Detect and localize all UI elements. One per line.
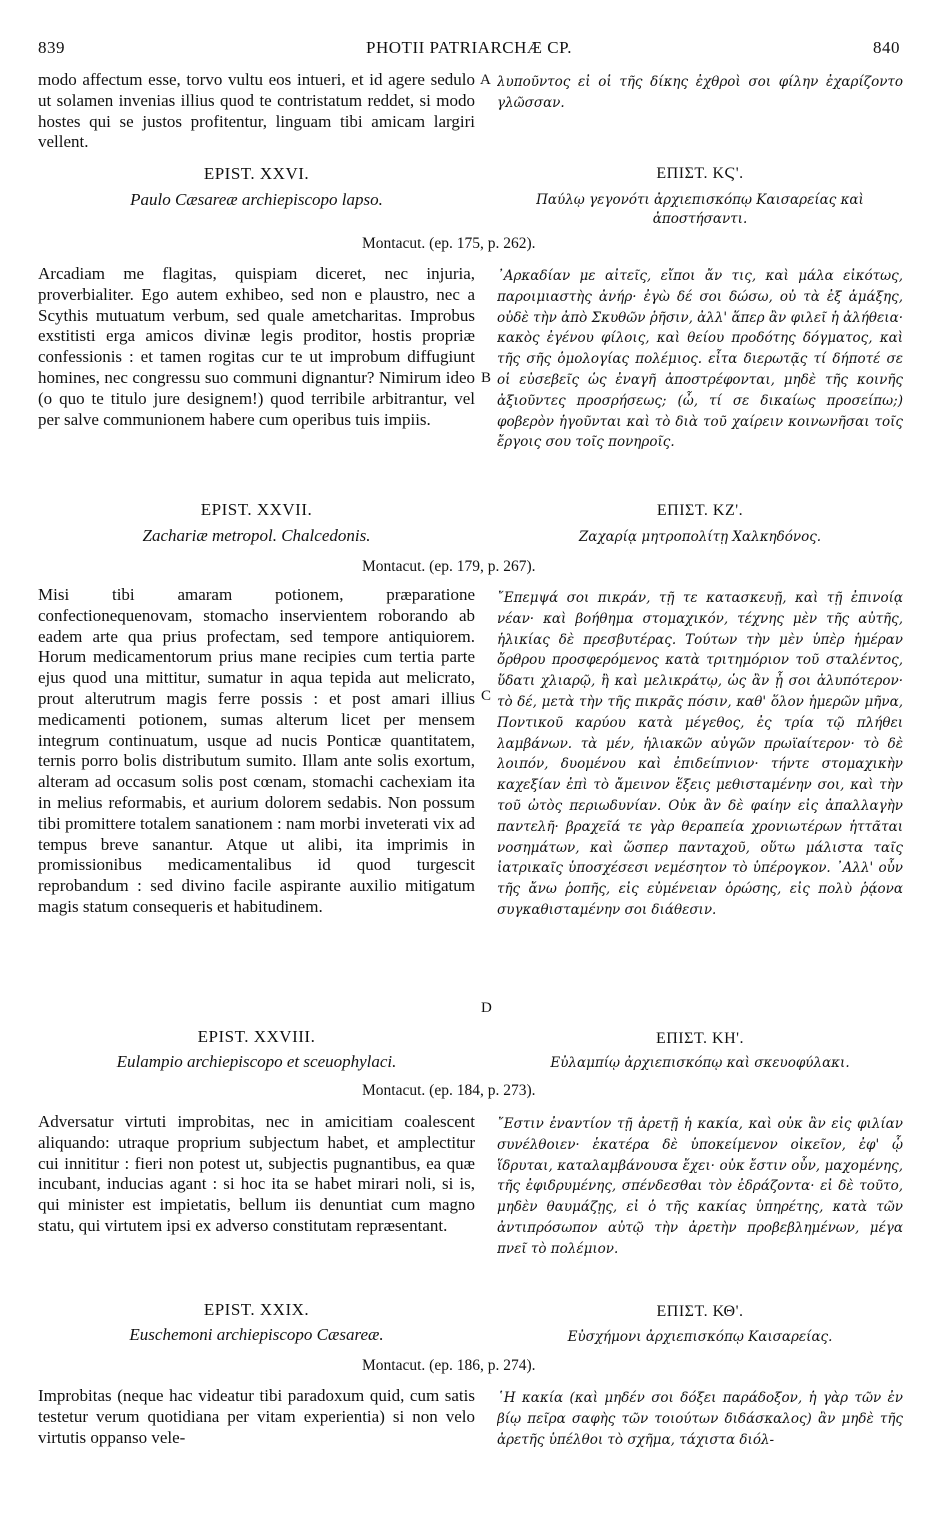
margin-mark-b: B: [481, 370, 492, 386]
letter-28-greek-paragraph: ῎Εστιν ἐναντίον τῇ ἀρετῇ ἡ κακία, καὶ οὐκ ἂν εἰς φιλίαν συνέλθοιεν· ἑκατέρα δὲ ὑποκείμενον οἰκεῖον, ἐφ' ᾧ ἵδρυται, καταλαμβάνουσα ἔχει· οὐκ ἔστιν οὖν, μαχομένης, τῆς ἐφιδρυμένης, σπένδεσθαι τὸν ἐδράζοντα· εἰ δὲ τοῦτο, μηδὲν θαυμάζῃς, εἰ ὁ τῆς κακίας ὑπηρέτης, κατὰ τῶν ἀντιπρόσωπον αὐτῷ τὴν ἀρετὴν προβεβλημένων, μέγα πνεῖ τὸ πολέμιον.: [497, 1116, 903, 1257]
intro-greek-text: [497, 72, 903, 118]
letter-29-greek-heading: ΕΠΙΣΤ. ΚΘ'.: [656, 1303, 744, 1320]
letter-27-greek-recipient: Ζαχαρίᾳ μητροπολίτῃ Χαλκηδόνος.: [578, 529, 822, 545]
letter-28-latin-paragraph: Adversatur virtuti improbitas, nec in amicitiam coalescent aliquando: utraque proprium subjectum habet, et amplectitur cui innititur : fieri non potest ut, subjectis pugnantibus, ea quæ incubant, inducias agant : si hoc ita se habet mirari noli, si is, qui minister est impietatis, bellum iis denuntiat cum magno statu, qui virtutem ipsi ex adverso constitutam repræsentant.: [38, 1112, 475, 1235]
letter-26-greek-paragraph: ᾿Αρκαδίαν με αἰτεῖς, εἴποι ἄν τις, καὶ μάλα εἰκότως, παροιμιαστὴς ἀνήρ· ἐγὼ δέ σοι δώσω, οὐ τὰ ἐξ ἁμάξης, οὐδὲ τὴν ἀπὸ Σκυθῶν ῥῆσιν, ἀλλ' ἅπερ ἂν φιλεῖ ἡ ἀλήθεια· κακὸς ἐγένου φίλοις, καὶ θείου προδότης δόγματος, καὶ τῆς σῆς ὁμολογίας πολέμιος. εἶτα διερωτᾷς τί δήποτέ σε οἱ εὐσεβεῖς ὡς ἐναγῆ ἀποστρέφονται, μηδὲ τῆς κοινῆς ἀξιοῦντες προσρήσεως; (ὦ, τί σε δικαίως προσείπω;) φοβερὸν ἡγοῦνται καὶ τὸ διὰ τοῦ χαίρειν κοινωνῆσαι τοῖς ἔργοις σου τοῖς πονηροῖς.: [497, 268, 903, 451]
letter-26-greek-recipient: Παύλῳ γεγονότι ἀρχιεπισκόπῳ Καισαρείας καὶ ἀποστήσαντι.: [536, 192, 864, 227]
intro-latin-paragraph: modo affectum esse, torvo vultu eos intueri, et id agere sedulo ut solamen invenias illius quod te contristatum reddet, si modo hostes qui se justos profitentur, linguam tibi amicam largiri vellent.: [38, 70, 475, 152]
letter-26-latin-recipient: Paulo Cæsareæ archiepiscopo lapso.: [130, 190, 383, 209]
letter-28-greek-recipient: Εὐλαμπίῳ ἀρχιεπισκόπῳ καὶ σκευοφύλακι.: [550, 1055, 850, 1071]
running-head: [38, 38, 900, 62]
letter-27-latin-recipient: Zachariæ metropol. Chalcedonis.: [142, 526, 371, 545]
letter-28-greek-heading: ΕΠΙΣΤ. ΚΗ'.: [655, 1030, 745, 1047]
letter-29-latin-recipient: Euschemoni archiepiscopo Cæsareæ.: [129, 1325, 384, 1344]
letter-26-latin-paragraph: Arcadiam me flagitas, quispiam diceret, nec injuria, proverbialiter. Ego autem exhibeo, sed non e plaustro, nec a Scythis mutuatum verbum, sed quale ametcharitas. Improbus exstitisti erga amicos divinæ legis proditor, hostis propriæ confessionis : et tamen rogitas cur te ut improbum diffugiunt homines, nec congressu suo communi dignantur? Nimirum ideo (o quo te titulo jure designem!) quod terribile arbitrantur, vel per salve communionem habere cum operibus tuis impiis.: [38, 264, 475, 429]
intro-greek-paragraph: λυποῦντος εἰ οἱ τῆς δίκης ἐχθροὶ σοι φίλην ἐχαρίζοντο γλῶσσαν.: [497, 74, 903, 111]
letter-29-latin-heading: EPIST. XXIX.: [203, 1300, 310, 1319]
right-column-number: 840: [873, 38, 900, 57]
letter-29-greek-text: [497, 1388, 903, 1518]
running-title: PHOTII PATRIARCHÆ CP.: [366, 38, 572, 57]
letter-28-source: Montacut. (ep. 184, p. 273).: [362, 1082, 536, 1099]
letter-27-latin-paragraph: Misi tibi amaram potionem, præparatione confectionequenovam, stomacho inservientem roborando ab eadem arte qua prius profectam, sed tempore antiquiorem. Horum medicamentorum prius mane recipies cum tertia parte ejus quod una mittitur, sumatur in aqua tepida aut melicrato, prout alterutrum magis ferre possis : et post amari illius medicamenti potionem, sumas alterum licet per mensem integrum continuatum, usque ad nucis Ponticæ quantitatem, ternis porro bolis distributum sumito. Illam ante solis exortum, alteram ad occasum solis post cœnam, stomachi cachexiam ita in melius reformabis, et aurium dolorem sedabis. Non possum tibi promittere totalem sanationem : nam morbi inveterati vix ad tempus breve sanantur. Atque ut alibi, ita imprimis in promissionibus medicamentalibus id quod turgescit reprobandum : sed divino facile aspirante auxilio mitigatum magis statum consequeris et habitudinem.: [38, 585, 475, 916]
letter-26-greek-heading: ΕΠΙΣΤ. ΚϚ'.: [656, 165, 744, 182]
letter-27-greek-text: [497, 588, 903, 1008]
left-column-number: 839: [38, 38, 65, 57]
letter-29-latin-text: [38, 1386, 475, 1516]
margin-mark-c: C: [481, 688, 492, 704]
letter-26-source: Montacut. (ep. 175, p. 262).: [362, 235, 536, 252]
letter-28-latin-text: [38, 1112, 475, 1302]
intro-latin-text: [38, 70, 475, 158]
letter-28-latin-heading: EPIST. XXVIII.: [197, 1027, 316, 1046]
letter-29-latin-paragraph: Improbitas (neque hac videatur tibi paradoxum quid, cum satis testetur verum quotidiana per vitam experientia) si non velo virtutis oppanso vele-: [38, 1386, 475, 1447]
letter-26-latin-text: [38, 264, 475, 494]
margin-mark-a: A: [480, 72, 491, 88]
letter-27-latin-text: [38, 585, 475, 1033]
letter-29-greek-recipient: Εὐσχήμονι ἀρχιεπισκόπῳ Καισαρείας.: [567, 1329, 833, 1345]
letter-26-latin-heading: EPIST. XXVI.: [203, 164, 310, 183]
letter-27-source: Montacut. (ep. 179, p. 267).: [362, 558, 536, 575]
margin-mark-d: D: [481, 1000, 492, 1016]
letter-29-greek-paragraph: ῾Η κακία (καὶ μηδέν σοι δόξει παράδοξον, ἡ γὰρ τῶν ἐν βίῳ πεῖρα σαφὴς τῶν τοιούτων διδάσκαλος) ἂν μηδὲ τῆς ἀρετῆς ὑπέλθοι τὸ σχῆμα, τάχιστα διόλ-: [497, 1390, 903, 1448]
letter-27-latin-heading: EPIST. XXVII.: [200, 500, 313, 519]
letter-29-source: Montacut. (ep. 186, p. 274).: [362, 1357, 536, 1374]
letter-27-greek-heading: ΕΠΙΣΤ. ΚΖ'.: [656, 502, 744, 519]
letter-26-greek-text: [497, 266, 903, 496]
letter-28-latin-recipient: Eulampio archiepiscopo et sceuophylaci.: [116, 1052, 397, 1071]
letter-27-greek-paragraph: ῎Επεμψά σοι πικράν, τῇ τε κατασκευῇ, καὶ τῇ ἐπινοίᾳ νέαν· καὶ βοήθημα στομαχικόν, τέχνης μὲν τῆς αὐτῆς, ἡλικίας δὲ πρεσβυτέρας. Τούτων τὴν μὲν ὑπὲρ ἡμέραν ὄρθρου προσφερόμενος κατὰ τριτημόριον τοῦ σταλέντος, ὕδατι χλιαρῷ, ἢ καὶ μελικράτῳ, ὡς ἂν ᾖ σοι ἀλυπότερον· τὸ δέ, μετὰ τὴν τῆς πικρᾶς πόσιν, καθ' ὅλον ἡμερῶν μῆνα, Ποντικοῦ καρύου κατὰ μέγεθος, ἐς τρία τῷ πλήθει λαμβάνων. τὰ μέν, ἡλιακῶν αὐγῶν πρωϊαίτερον· τὸ δὲ λοιπόν, δυομένου καὶ ἐπιδείπνιον· τήντε στομαχικὴν καχεξίαν ἐπὶ τὸ ἄμεινον ἕξεις μεθισταμένην σοι, καὶ τὴν τοῦ ὠτὸς περιωδυνίαν. Οὐκ ἂν δὲ φαίην εἰς ἀπαλλαγὴν παντελῆ· βραχεῖά τε γὰρ θεραπεία χρονιωτέρων ἡττᾶται νοσημάτων, καὶ ὥσπερ πανταχοῦ, οὕτω μάλιστα ταῖς ἰατρικαῖς ὑποσχέσεσι νεμέσητον τὸ ὑπέρογκον. ᾿Αλλ' οὖν τῆς ἄνω ῥοπῆς, εἰς εὐμένειαν ὁρώσης, εἰς πολὺ ῥᾴονα συγκαθισταμένην σοι διάθεσιν.: [497, 590, 903, 918]
letter-28-greek-text: [497, 1114, 903, 1304]
